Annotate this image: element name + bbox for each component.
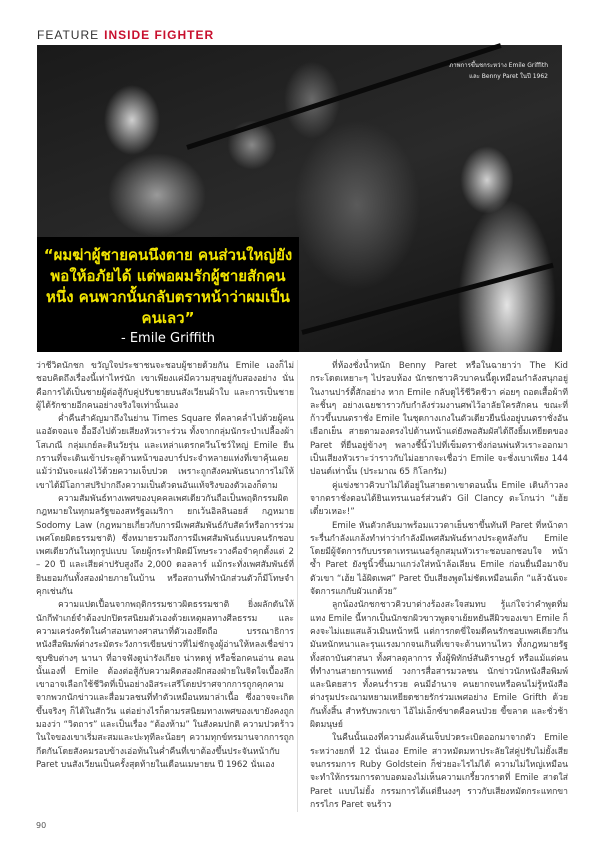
- paragraph: Emile หันตัวกลับมาพร้อมแววตาเย็นชาขึ้นทันที Paret ที่หน้าตาระรื่นกำลังแกล้งทำท่าว่ากำลังมีเพศสัมพันธ์ทางประตูหลังกับ Emile โดยมีผู้จัดการกับบรรดาเทรนเนอร์ลูกสมุนหัวเราะชอบอกชอบใจ หน้าซ้ำ Paret ยังชูนิ้วขึ้นมาแกว่งใส่หน้าล้อเลียน Emile ก่อนยื่นมือมาจับตัวเขา “เฮ้ย ไอ้ผิดเพศ” Paret บีบเสียงพูดไม่ชัดเหมือนเด็ก “แล้วฉันจะจัดการแกกับผัวแกด้วย”: [310, 520, 568, 598]
- article-body: [36, 360, 578, 812]
- paragraph: ที่ห้องชั่งน้ำหนัก Benny Paret หรือในฉายาว่า The Kid กระโดดเหยาะๆ ไปรอบห้อง นักชกชาวคิวบาคนนี้ดูเหมือนกำลังสนุกอยู่ในงานปาร์ตี้สักอย่าง หาก Emile กลับดูไร้ชีวิตชีวา ค่อยๆ ถอดเสื้อผ้าทีละชิ้นๆ อย่างเฉยชาราวกับกำลังร่วมงานศพไว้อาลัยใครสักคน ขณะที่ก้าวขึ้นบนตราชั่ง Emile ในชุดกางเกงในตัวเดียวยืนนิ่งอยู่บนตราชั่งอันเยือกเย็น สายตามองตรงไปด้านหน้าแต่ยังพอสัมผัสได้ถึงยิ้มเหยียดของ Paret ที่ยืนอยู่ข้างๆ พลางชี้นิ้วไปที่เข็มตราชั่งก่อนพ่นหัวเราะออกมา เป็นเสียงหัวเราะว่าราวกับไม่อยากจะเชื่อว่า Emile จะชั่งเบาเพียง 144 ปอนด์เท่านั้น (ประมาณ 65 กิโลกรัม): [310, 361, 568, 478]
- ring-rope: [301, 263, 553, 335]
- article-column-right: [310, 360, 568, 812]
- page-number: 90: [36, 821, 47, 831]
- article-column-left: [36, 360, 294, 812]
- paragraph: คู่แข่งชาวคิวบาไม่ได้อยู่ในสายตาเขาตอนนั้น Emile เดินก้าวลงจากตราชั่งตอนได้ยินเทรนเนอร์ส่วนตัว Gil Clancy ตะโกนว่า “เฮ้ย เดี๋ยวเหอะ!”: [310, 480, 568, 518]
- paragraph: ในคืนนั้นเองที่ความคั่งแค้นเจ็บปวดระเบิดออกมาจากตัว Emile ระหว่างยกที่ 12 นั่นเอง Emile สาวหมัดมหาประลัยใส่คู่ปรับไม่ยั้งเสียจนกรรมการ Ruby Goldstein ก็ช่วยอะไรไม่ได้ ความไม่ใหญ่เหมือนจะทำให้กรรมการตาบอดมองไม่เห็นความเกรี้ยวกราดที่ Emile สาดใส่ Paret แบบไม่ยั้ง กรรมการได้แต่ยืนงงๆ ราวกับเสียงหมัดกระแทกขากรรไกร Paret จนร้าว: [310, 733, 568, 810]
- pull-quote-attribution: - Emile Griffith: [121, 331, 215, 346]
- paragraph: ความสัมพันธ์ทางเพศของบุคคลเพศเดียวกันถือเป็นพฤติกรรมผิดกฎหมายในทุกมลรัฐของสหรัฐอเมริกา ยกเว้นอิลลินอยส์ กฎหมาย Sodomy Law (กฎหมายเกี่ยวกับการมีเพศสัมพันธ์กับสัตว์หรือการร่วมเพศโดยผิดธรรมชาติ) ซึ่งหมายรวมถึงการมีเพศสัมพันธ์แบบคนรักชอบเพศเดียวกันในทุกรูปแบบ โดยผู้กระทำผิดมีโทษระวางคือจำคุกตั้งแต่ 2 – 20 ปี และเสียค่าปรับสูงถึง 2,000 ดอลลาร์ แม้กระทั่งเพศสัมพันธ์ที่ยินยอมกันทั้งสองฝ่ายภายในบ้าน หรือสถานที่พำนักส่วนตัวก็มีโทษจำคุกเช่นกัน: [36, 493, 294, 598]
- section-header: [37, 27, 578, 43]
- caption-line: และ Benny Paret ในปี 1962: [469, 73, 548, 80]
- paragraph: ค่ำคืนสำคัญมาถึงในย่าน Times Square ที่คลาคล่ำไปด้วยผู้คนแออัดจอแจ อื้ออึงไปด้วยเสียงหัวเราะร่วน ทั้งจากกลุ่มนักระบำเปลื้องผ้า โสเภณี กลุ่มเกย์ละตินวัยรุ่น และเหล่าแดรกควีนโชว์ใหญ่ Emile ยืนกรานที่จะเดินเข้าประตูด้านหน้าของบาร์ประจำหลายแห่งที่เขาคุ้นเคย แม้ว่ามันจะแฝงไว้ด้วยความเจ็บปวด เพราะถูกสังคมพันธนาการไม่ให้เขาได้มีโอกาสปริปากถึงความเป็นตัวตนอันแท้จริงของตัวเองก็ตาม: [36, 414, 294, 491]
- subsection-label: INSIDE FIGHTER: [104, 28, 215, 42]
- photo-caption: [449, 60, 548, 82]
- boxing-photo: [37, 45, 562, 352]
- paragraph: ความแปดเปื้อนจากพฤติกรรมชาวผิดธรรมชาติ ยิ่งผลักดันให้นักกีฬาเกย์จำต้องปกปิดรสนิยมตัวเองด้วยเหตุผลทางศีลธรรม และความเคร่งครัดในคำสอนทางศาสนาที่ตัวเองยึดถือ บรรณาธิการหนังสือพิมพ์ต่างระมัดระวังการเขียนข่าวที่ไม่ชักจูงผู้อ่านให้หลงเชื่อข่าวซุบซิบต่างๆ นานา ที่อาจฟังดูน่ารังเกียจ น่าหดหู่ หรือช็อกคนอ่าน ตอนนั้นเองที่ Emile ต้องต่อสู้กับความคิดสองฝักสองฝ่ายในจิตใจเบื้องลึก เขาอาจเลือกใช้ชีวิตที่เป็นอย่างอิสระเสรีโดยปราศจากการถูกคุกคามจากพวกนักข่าวและสื่อมวลชนที่ทำตัวเหมือนหมาล่าเนื้อ ซึ่งอาจจะเกิดขึ้นจริงๆ ก็ได้ในสักวัน แต่อย่างไรก็ตามรสนิยมทางเพศของเขายังคงถูกมองว่า “วิตถาร” และเป็นเรื่อง “ต้องห้าม” ในสังคมปกติ ความปวดร้าวในใจของเขาเริ่มสะสมและปะทุทีละน้อยๆ ความทุกข์ทรมานจากการถูกกีดกันโดยสังคมรอบข้างเอ่อท้นในค่ำคืนที่เขาต้องขึ้นประจันหน้ากับ Paret บนสังเวียนเป็นครั้งสุดท้ายในเดือนเมษายน ปี 1962 นั่นเอง: [36, 600, 294, 770]
- section-label: FEATURE: [37, 28, 100, 42]
- column-divider: [297, 360, 298, 812]
- pull-quote-text: “ผมฆ่าผู้ชายคนนึงตาย คนส่วนใหญ่ยังพอให้อภัยได้ แต่พอผมรักผู้ชายสักคนหนึ่ง คนพวกนั้นกลับตราหน้าว่าผมเป็นคนเลว”: [43, 246, 293, 327]
- paragraph: ว่าชีวิตนักชก ขวัญใจประชาชนจะชอบผู้ชายด้วยกัน Emile เองก็ไม่ชอบคิดถึงเรื่องนี้เท่าไหร่นัก เขาเพียงแค่มีความสุขอยู่กับสองอย่าง นั่นคือการได้เป็นชายผู้ต่อสู้กับคู่ปรับชายบนสังเวียนผ้าใบ และการเป็นชายผู้ได้รักชายอีกคนอย่างจริงใจเท่านั้นเอง: [36, 361, 294, 411]
- caption-line: ภาพการขึ้นชกระหว่าง Emile Griffith: [449, 62, 548, 69]
- paragraph: ลูกน้องนักชกชาวคิวบาต่างร้องสะใจสมทบ รู้แก่ใจว่าคำพูดทิ่มแทง Emile นี้หากเป็นนักชกผิวขาวพูดจาเย้ยหยันสีผิวของเขา Emile ก็คงจะไม่แยแสแล้วเมินหน้าหนี แต่การกดขี่ใจมดีคนรักชอบเพศเดียวกันมันหนักหนาและรุนแรงมากจนเกินที่เขาจะต้านทานไหว ทั้งกฎหมายรัฐ ทั้งสถาบันศาสนา ทั้งศาลตุลาการ ทั้งผู้พิทักษ์สันติราษฎร์ หรือแม้แต่คนที่ทำงานสายการแพทย์ วงการสื่อสารมวลชน นักข่าวนักหนังสือพิมพ์และนิตยสาร ทั้งคนร่ำรวย คนมีอำนาจ คนยากจนหรือคนไม่รู้หนังสือ ต่างรุมประณามหยามเหยียดชายรักร่วมเพศอย่าง Emile Grifth ด้วยกันทั้งสิ้น สำหรับพวกเขา ไอ้ไม่เอ็กซ์ขาดคือคนป่วย ขี้ขลาด และชั่วช้าผิดมนุษย์: [310, 600, 568, 731]
- pull-quote: [37, 237, 299, 352]
